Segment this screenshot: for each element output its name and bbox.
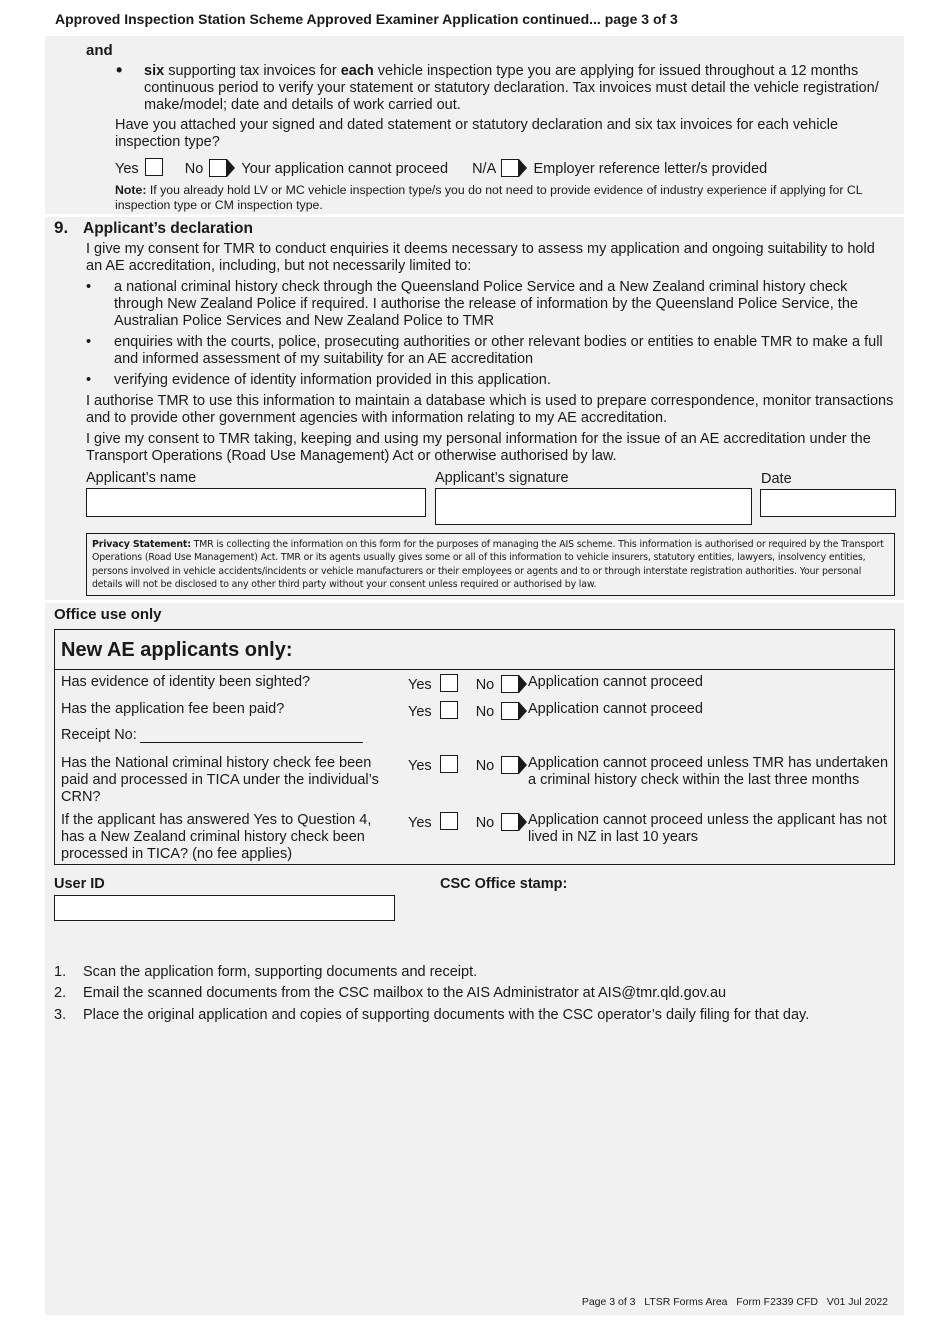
receipt-label: Receipt No: xyxy=(61,727,137,743)
arrow-right-icon xyxy=(519,702,527,720)
note-label: Note: xyxy=(115,183,147,197)
section-title: Applicant’s declaration xyxy=(83,220,253,237)
no-checkbox-group xyxy=(501,756,527,774)
step-number: 3. xyxy=(54,1007,67,1023)
bullet-dot: • xyxy=(86,334,92,350)
note xyxy=(115,183,895,212)
office-question-2: Has the application fee been paid? xyxy=(61,701,285,717)
bullet-dot: • xyxy=(116,60,123,80)
no-checkbox-group xyxy=(501,813,527,831)
no-checkbox-group xyxy=(209,159,235,177)
declaration-para-3: I give my consent to TMR taking, keeping and using my personal information for the issue of an AE accreditation under the Transport Operations (Road Use Management) Act or otherwise authorised by law. xyxy=(86,431,871,464)
bullet-text-1: supporting tax invoices for xyxy=(164,63,341,79)
yes-label: Yes xyxy=(408,704,432,720)
office-question-4: If the applicant has answered Yes to Question 4, has a New Zealand criminal history check been processed in TICA? (no fee applies) xyxy=(61,812,372,862)
privacy-text: TMR is collecting the information on this form for the purposes of managing the AIS scheme. This information is authorised or required by the Transport Operations (Road Use Management) Act. TMR or its agents usually gives some or all of this information to vehicle insurers, statutory entities, lawyers, insolvency entities, persons involved in vehicle accidents/incidents or vehicle manufacturers or their employees or agents and to or through interstate registration authorities. Your personal details will not be disclosed to any other third party without your consent unless required or authorised by law. xyxy=(92,539,884,590)
office-row-2-options xyxy=(408,701,527,721)
no-label: No xyxy=(475,704,495,720)
applicant-name-field[interactable] xyxy=(86,488,426,517)
declaration-para-2: I authorise TMR to use this information to maintain a database which is used to prepare correspondence, monitor transactions and to provide other government agencies with information relating to my AE accreditation. xyxy=(86,393,894,426)
arrow-right-icon xyxy=(519,813,527,831)
applicant-signature-label: Applicant’s signature xyxy=(435,470,569,486)
bullet-text-2: vehicle inspection type you are applying for issued throughout a 12 months continuous period to verify your statement or statutory declaration. Tax invoices must detail the vehicle registration/ make/model; date and details of work carried out. xyxy=(144,63,879,113)
new-ae-header xyxy=(55,630,894,670)
yes-label: Yes xyxy=(408,677,432,693)
arrow-right-icon xyxy=(519,675,527,693)
note-text: If you already hold LV or MC vehicle inspection type/s you do not need to provide evidence of industry experience if applying for CL inspection type or CM inspection type. xyxy=(115,183,863,212)
office-consequence-2: Application cannot proceed xyxy=(528,701,703,717)
office-consequence-1: Application cannot proceed xyxy=(528,674,703,690)
page-header: Approved Inspection Station Scheme Approved Examiner Application continued... page 3 of 3 xyxy=(55,11,678,27)
section-number: 9. xyxy=(54,218,69,237)
yes-checkbox[interactable] xyxy=(440,674,458,692)
declaration-bullet-1: a national criminal history check through the Queensland Police Service and a New Zealand criminal history check through New Zealand Police if required. I authorise the release of information by the Queensland Police Service, the Australian Police Services and New Zealand Police to TMR xyxy=(114,279,858,329)
declaration-bullet-3: verifying evidence of identity information provided in this application. xyxy=(114,372,551,388)
yes-label: Yes xyxy=(408,758,432,774)
date-label: Date xyxy=(761,471,792,487)
yes-checkbox[interactable] xyxy=(145,158,163,176)
office-row-3-options xyxy=(408,755,527,775)
and-label: and xyxy=(86,42,113,59)
declaration-intro: I give my consent for TMR to conduct enquiries it deems necessary to assess my application and ongoing suitability to hold an AE accreditation, including, but not necessarily limited to: xyxy=(86,241,875,274)
step-text: Email the scanned documents from the CSC mailbox to the AIS Administrator at AIS@tmr.qld.gov.au xyxy=(83,985,727,1001)
csc-stamp-label: CSC Office stamp: xyxy=(440,876,568,892)
tax-invoices-bullet xyxy=(144,63,889,114)
step-text: Scan the application form, supporting documents and receipt. xyxy=(83,964,478,980)
user-id-label: User ID xyxy=(54,876,105,892)
applicant-name-label: Applicant’s name xyxy=(86,470,197,486)
step-number: 1. xyxy=(54,964,67,980)
no-checkbox[interactable] xyxy=(501,675,519,693)
office-question-1: Has evidence of identity been sighted? xyxy=(61,674,311,690)
office-row-4-options xyxy=(408,812,527,832)
no-label: No xyxy=(475,758,495,774)
bullet-dot: • xyxy=(86,372,92,388)
no-consequence: Your application cannot proceed xyxy=(241,161,449,177)
yes-label: Yes xyxy=(115,161,139,177)
new-ae-title: New AE applicants only: xyxy=(61,639,293,661)
no-label: No xyxy=(475,677,495,693)
section-divider xyxy=(45,214,904,217)
page-footer: Page 3 of 3 LTSR Forms Area Form F2339 CFD V01 Jul 2022 xyxy=(581,1296,888,1308)
receipt-number-line[interactable] xyxy=(140,742,363,743)
arrow-right-icon xyxy=(519,756,527,774)
no-checkbox[interactable] xyxy=(501,702,519,720)
arrow-right-icon xyxy=(519,159,527,177)
privacy-statement xyxy=(86,533,895,596)
user-id-field[interactable] xyxy=(54,895,395,921)
attachments-question: Have you attached your signed and dated statement or statutory declaration and six tax invoices for each vehicle inspection type? xyxy=(115,117,839,150)
office-consequence-4: Application cannot proceed unless the applicant has not lived in NZ in last 10 years xyxy=(528,812,887,845)
office-consequence-3: Application cannot proceed unless TMR has undertaken a criminal history check within the last three months xyxy=(528,755,889,788)
no-checkbox[interactable] xyxy=(209,159,227,177)
office-use-title: Office use only xyxy=(54,606,162,623)
no-checkbox-group xyxy=(501,675,527,693)
applicant-signature-field[interactable] xyxy=(435,488,752,525)
step-text: Place the original application and copies of supporting documents with the CSC operator’s daily filing for that day. xyxy=(83,1007,810,1023)
office-question-3: Has the National criminal history check fee been paid and processed in TICA under the individual’s CRN? xyxy=(61,755,379,805)
na-checkbox-group xyxy=(501,159,527,177)
bullet-dot: • xyxy=(86,279,92,295)
section-divider xyxy=(45,600,904,603)
step-number: 2. xyxy=(54,985,67,1001)
no-checkbox[interactable] xyxy=(501,813,519,831)
yes-checkbox[interactable] xyxy=(440,701,458,719)
bullet-each: each xyxy=(340,63,374,79)
privacy-label: Privacy Statement: xyxy=(92,539,191,550)
no-label: No xyxy=(184,161,204,177)
bullet-six: six xyxy=(144,63,165,79)
arrow-right-icon xyxy=(227,159,235,177)
yes-checkbox[interactable] xyxy=(440,812,458,830)
office-row-1-options xyxy=(408,674,527,694)
no-checkbox-group xyxy=(501,702,527,720)
attachments-answer-row xyxy=(115,158,767,178)
na-checkbox[interactable] xyxy=(501,159,519,177)
date-field[interactable] xyxy=(760,489,896,517)
declaration-bullet-2: enquiries with the courts, police, prosecuting authorities or other relevant bodies or entities to enable TMR to make a full and informed assessment of my suitability for an AE accreditation xyxy=(114,334,883,367)
na-consequence: Employer reference letter/s provided xyxy=(533,161,768,177)
yes-label: Yes xyxy=(408,815,432,831)
na-label: N/A xyxy=(472,161,496,177)
no-label: No xyxy=(475,815,495,831)
yes-checkbox[interactable] xyxy=(440,755,458,773)
no-checkbox[interactable] xyxy=(501,756,519,774)
